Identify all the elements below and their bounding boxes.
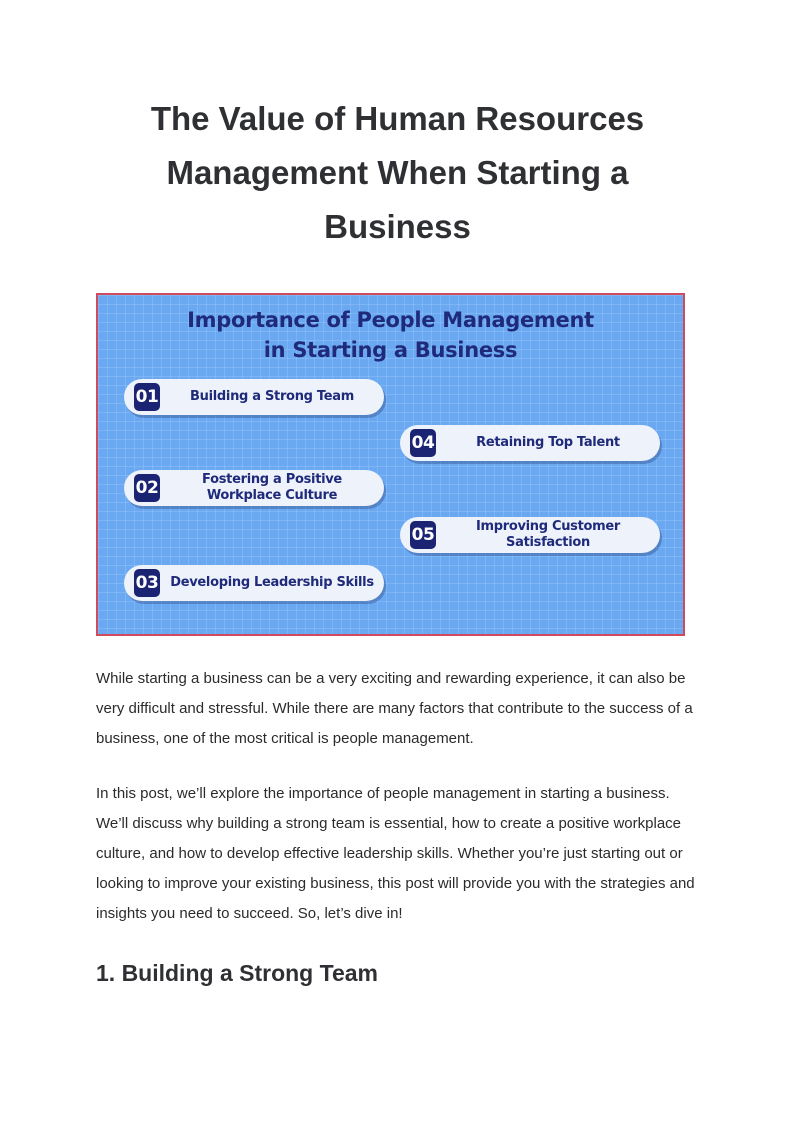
item-label: Developing Leadership Skills xyxy=(170,575,374,590)
item-label: Fostering a Positive Workplace Culture xyxy=(202,472,342,503)
intro-paragraph-1: While starting a business can be a very exciting and rewarding experience, it can also be very difficult and stressful. While there are many factors that contribute to the success of a business, one of the most critical is people management. xyxy=(96,670,693,747)
item-number-badge: 02 xyxy=(134,474,160,502)
section-heading-building-team: 1. Building a Strong Team xyxy=(96,960,378,986)
item-label: Building a Strong Team xyxy=(190,389,354,404)
infographic-item-03 xyxy=(124,565,384,601)
infographic-item-04 xyxy=(400,425,660,461)
infographic-image xyxy=(96,293,685,636)
infographic-title xyxy=(98,305,683,365)
infographic-item-01 xyxy=(124,379,384,415)
infographic-item-02 xyxy=(124,470,384,506)
item-number-badge: 04 xyxy=(410,429,436,457)
intro-paragraph-2: In this post, we’ll explore the importance of people management in starting a business. We’ll discuss why building a strong team is essential, how to create a positive workplace culture, and how to develop effective leadership skills. Whether you’re just starting out or looking to improve your existing business, this post will provide you with the strategies and insights you need to succeed. So, let’s dive in! xyxy=(96,785,695,922)
infographic-item-05 xyxy=(400,517,660,553)
infographic-title-line-1: Importance of People Management xyxy=(187,308,594,332)
item-number-badge: 01 xyxy=(134,383,160,411)
infographic-title-line-2: in Starting a Business xyxy=(263,338,518,362)
item-number-badge: 05 xyxy=(410,521,436,549)
page-title: The Value of Human Resources Management When Starting a Business xyxy=(150,100,645,245)
item-label: Improving Customer Satisfaction xyxy=(475,519,621,550)
item-number-badge: 03 xyxy=(134,569,160,597)
item-label: Retaining Top Talent xyxy=(476,435,620,450)
